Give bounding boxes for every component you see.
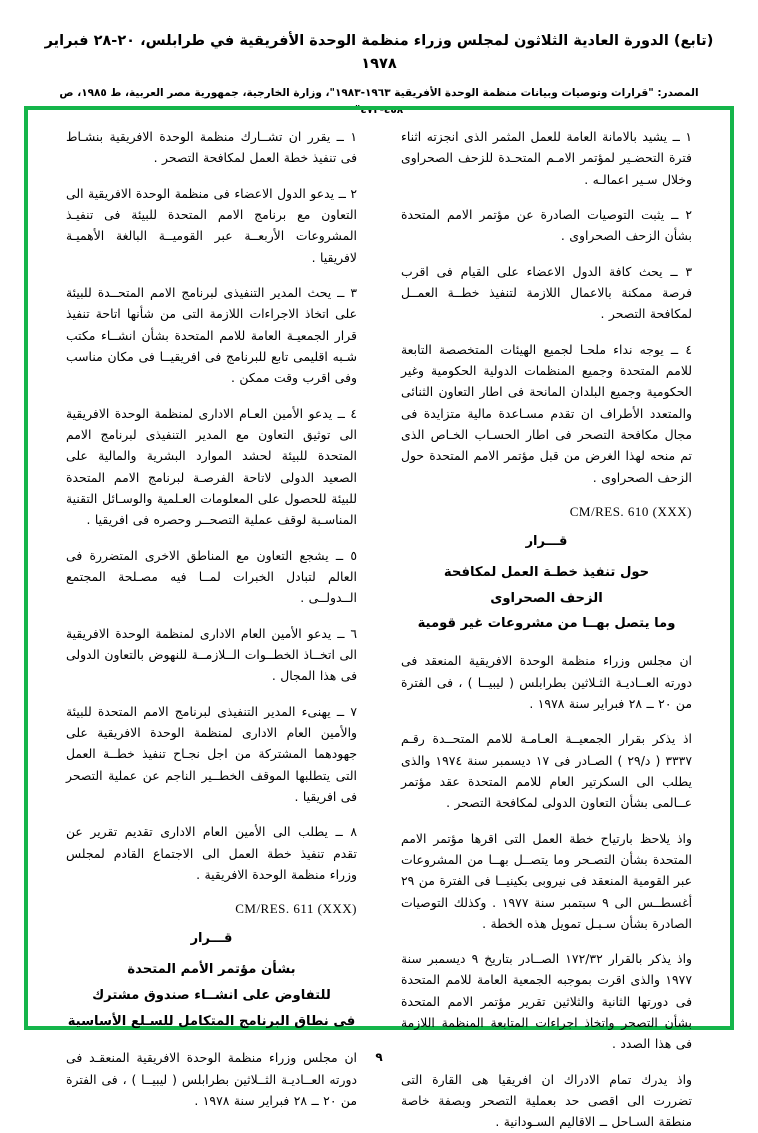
paragraph: ٣ ــ يحث كافة الدول الاعضاء على القيام فى اقرب فرصة ممكنة بالاعمال اللازمة لتنفيذ خطــة العمــل لمكافحة التصحر . xyxy=(401,263,692,322)
paragraph: ٧ ــ يهنىء المدير التنفيذى لبرنامج الامم المتحدة للبيئة والأمين العام الادارى لمنظمة الوحدة الافريقية على جهودهما المشتركة من اجل نجـاح تنفيذ خطــة العمل التى يتطلبها الموقف الخطــير الناجم عن عملية التصحر فى افريقيا . xyxy=(66,703,357,804)
resolution-title-line: بشأن مؤتمر الأمم المتحدة xyxy=(127,962,296,978)
resolution-code: CM/RES. 611 (XXX) xyxy=(235,901,357,917)
paragraph: اذ يذكر بقرار الجمعيــة العـامـة للامم المتحــدة رقـم ٣٣٣٧ ( د/٢٩ ) الصـادر فى ١٧ ديسمبر سنة ١٩٧٤ والذى يطلب الى السكرتير العام للامم المتحدة عقد مؤتمر عــالمى بشأن التعاون الدولى لمكافحة التصحر . xyxy=(401,731,692,811)
paragraph: ٣ ــ يحث المدير التنفيذى لبرنامج الامم المتحــدة للبيئة على اتخاذ الاجراءات اللازمة التى من شأنها اتاحة تنفيذ قرار الجمعيـة العامة للامم المتحدة بشأن انشــاء مكتب شـبه اقليمى تابع للبرنامج فى افريقيــا فى مكان مناسب وفى اقرب وقت ممكن . xyxy=(66,284,357,386)
paragraph: ٤ ــ يدعو الأمين العـام الادارى لمنظمة الوحدة الافريقية الى توثيق التعاون مع المدير التنفيذى لبرنامج الامم المتحدة للبيئة لحشد الموارد البشرية والمالية على الصعيد الدولى لاتاحة الفرصـة لبرنامج الامم المتحدة للبيئة للحصول على المعلومات العـلمية والوسـائل التقنية المناسـبة لوقف عملية التصحــر وحصره فى افريقيا . xyxy=(66,405,357,528)
column-left xyxy=(50,126,379,1109)
paragraph: ان مجلس وزراء منظمة الوحدة الافريقية المنعقد فى دورته العــاديـة الثـلاثين بطرابلس ( ليبيــا ) ، فى الفترة من ٢٠ ــ ٢٨ فبراير سنة ١٩٧٨ . xyxy=(401,653,692,711)
paragraph: واذ يذكر بالقرار ١٧٢/٣٢ الصــادر بتاريخ ٩ ديسمبر سنة ١٩٧٧ والذى اقرت بموجبه الجمعية العامة للامم المتحدة فى دورتها الثانية والثلاثين تقرير مؤتمر الامم المتحدة بشأن التصحر واتخاذ اجراءات المتابعة المنظمة اللازمة فى هذا الصدد . xyxy=(401,951,693,1052)
resolution-heading: قـــرار xyxy=(190,931,233,947)
paragraph: ٤ ــ يوجه نداء ملحـا لجميع الهيئات المتخصصة التابعة للامم المتحدة وجميع المنظمات الدولية الحكومية وغير الحكومية وجميع البلدان المانحة فى اطار التعاون الثنائى والمتعدد الأطراف ان تقدم مسـاعدة مالية متزايدة فى مجال مكافحة التصحر فى اطار الحسـاب الخـاص الذى تم منحه لهذا الغرض من قبل مؤتمر الامم المتحدة حول الزحف الصحراوى . xyxy=(401,341,692,485)
page-number: ٩ xyxy=(375,1050,383,1064)
content-frame xyxy=(24,106,734,1130)
two-column-body xyxy=(28,110,730,1130)
paragraph: ٨ ــ يطلب الى الأمين العام الادارى تقديم تقرير عن تقدم تنفيذ خطة العمل الى الاجتماع القادم لمجلس وزراء منظمة الوحدة الافريقية . xyxy=(66,824,357,882)
paragraph: ١ ــ يشيد بالامانة العامة للعمل المثمر الذى انجزته اثناء فترة التحضـير لمؤتمر الامـم المتحـدة للزحف الصحراوى وخلال سـير اعمالـه . xyxy=(401,129,692,187)
resolution-title xyxy=(66,958,357,1033)
paragraph: واذ يدرك تمام الادراك ان افريقيا هى القارة التى تضررت الى اقصى حد بعملية التصحر وبصفة خاصة منطقة السـاحل ــ الاقاليم السـودانية . xyxy=(401,1071,692,1130)
page-title: (تابع) الدورة العادية الثلاثون لمجلس وزراء منظمة الوحدة الأفريقية في طرابلس، ٢٠-٢٨ فبراير ١٩٧٨ xyxy=(44,33,714,73)
source-note: المصدر: "قرارات وتوصيات وبيانات منظمة الوحدة الأفريقية ١٩٦٣-١٩٨٣"، وزارة الخارجية، جمهورية مصر العربية، ط ١٩٨٥، ص ٤٥٨-٤٧٣" xyxy=(59,87,699,117)
paragraph: ٦ ــ يدعو الأمين العام الادارى لمنظمة الوحدة الافريقية الى اتخــاذ الخطــوات الــلازمــة للنهوض بالتعاون الدولى فى هذا المجال . xyxy=(66,625,357,684)
resolution-title-line: الزحف الصحراوى xyxy=(490,590,603,606)
paragraph: ١ ــ يقرر ان تشــارك منظمة الوحدة الافريقية بنشـاط فى تنفيذ خطة العمل لمكافحة التصحر . xyxy=(66,129,357,166)
paragraph: ان مجلس وزراء منظمة الوحدة الافريقية المنعقـد فى دورته العــاديـة الثــلاثين بطرابلس ( ليبيــا ) ، فى الفترة من ٢٠ ــ ٢٨ فبراير سنة ١٩٧٨ . xyxy=(66,1050,357,1109)
resolution-heading: قـــرار xyxy=(525,533,568,549)
column-right xyxy=(379,126,708,1130)
resolution-title-line: للتفاوض على انشــاء صندوق مشترك xyxy=(92,987,331,1003)
page-header xyxy=(0,0,758,119)
resolution-title-line: فى نطاق البرنامج المتكامل للسـلع الأساسية xyxy=(67,1013,356,1029)
resolution-title-line: حول تنفيذ خطـة العمل لمكافحة xyxy=(443,564,650,580)
resolution-title-line: وما يتصل بهــا من مشروعات غير قومية xyxy=(417,616,676,632)
paragraph: ٢ ــ يدعو الدول الاعضاء فى منظمة الوحدة الافريقية الى التعاون مع برنامج الامم المتحدة للبيئة فى تنفيـذ المشروعات الأربعــة عبر القوميــة البالغة الأهميـة لافريقيا . xyxy=(66,185,357,265)
resolution-title xyxy=(401,561,692,636)
paragraph: ٢ ــ يثبت التوصيات الصادرة عن مؤتمر الامم المتحدة بشأن الزحف الصحراوى . xyxy=(401,206,692,244)
resolution-code: CM/RES. 610 (XXX) xyxy=(569,503,692,519)
paragraph: واذ يلاحظ بارتياح خطة العمل التى اقرها مؤتمر الامم المتحدة بشأن التصـحر وما يتصــل بهــا من المشروعات عبر القومية المنعقد فى نيروبى بكينيــا فى الفترة من ٢٩ أغسطــس الى ٩ سبتمبر سنة ١٩٧٧ . وكذلك التوصيات الصادرة بشأن سـبـل تمويل هذه الخطة . xyxy=(401,830,693,931)
paragraph: ٥ ــ يشجع التعاون مع المناطق الاخرى المتضررة فى العالم لتبادل الخبرات لمــا فيه مصـلحة المجتمع الــدولــى . xyxy=(66,547,357,606)
